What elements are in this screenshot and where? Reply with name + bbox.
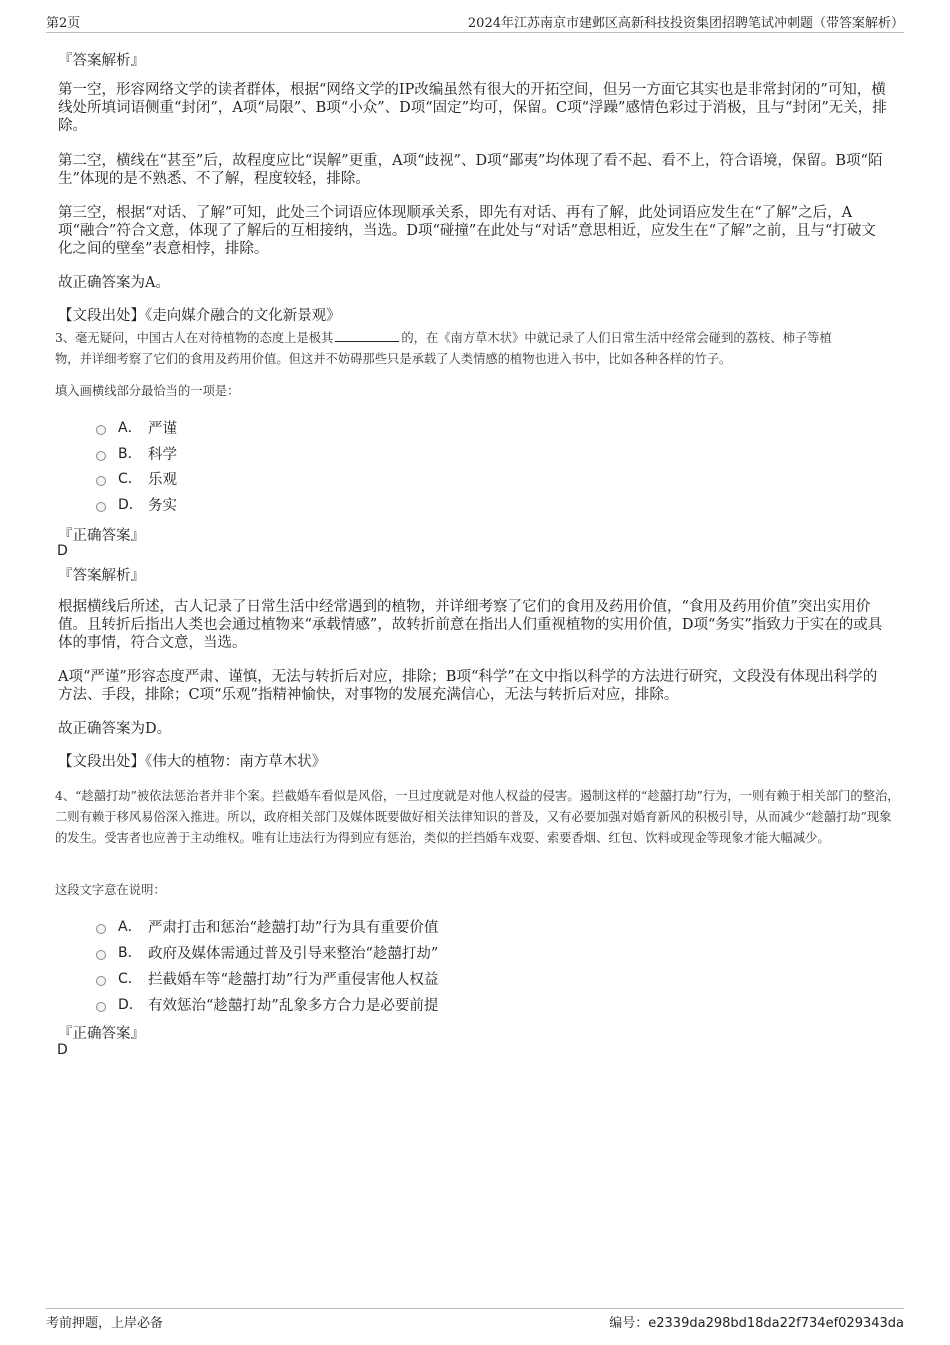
q3-conclusion: 故正确答案为D。 <box>58 721 172 737</box>
footer-slogan: 考前押题，上岸必备 <box>46 1315 164 1331</box>
q4-option-d[interactable]: D． 有效惩治“趁囍打劫”乱象多方合力是必要前提 <box>96 993 438 1015</box>
q3-stem-before: 3、毫无疑问，中国古人在对待植物的态度上是极其 <box>55 331 334 345</box>
q3-option-d[interactable]: D． 务实 <box>96 493 177 515</box>
q3-blank-line <box>335 329 399 342</box>
q4-option-a[interactable]: A． 严肃打击和惩治“趁囍打劫”行为具有重要价值 <box>96 915 438 937</box>
q3-stem-after: 的，在《南方草木状》中就记录了人们日常生活中经常会碰到的荔枝、柿子等植 <box>401 331 832 345</box>
q3-answer: D <box>57 543 68 559</box>
q3-analysis-para-2: A项“严谨”形容态度严肃、谨慎，无法与转折后对应，排除；B项“科学”在文中指以科学的方法进行研究，文段没有体现出科学的方法、手段，排除；C项“乐观”指精神愉快，对事物的发展充满信心，无法与转折后对应，排除。 <box>58 669 878 703</box>
q3-analysis-label: 『答案解析』 <box>58 568 145 584</box>
radio-icon[interactable] <box>96 924 106 934</box>
q3-option-c[interactable]: C． 乐观 <box>96 467 177 489</box>
q3-option-b[interactable]: B． 科学 <box>96 442 177 464</box>
page-number: 第2页 <box>46 16 81 31</box>
q3-stem <box>55 328 900 370</box>
radio-icon[interactable] <box>96 1002 106 1012</box>
q3-prompt: 填入画横线部分最恰当的一项是： <box>55 384 240 398</box>
q4-option-b[interactable]: B． 政府及媒体需通过普及引导来整治“趁囍打劫” <box>96 941 438 963</box>
q3-option-a[interactable]: A． 严谨 <box>96 416 177 438</box>
radio-icon[interactable] <box>96 451 106 461</box>
q4-stem: 4、“趁囍打劫”被依法惩治者并非个案。拦截婚车看似是风俗，一旦过度就是对他人权益的侵害。遏制这样的“趁囍打劫”行为，一则有赖于相关部门的整治，二则有赖于移风易俗深入推进。所以，政府相关部门及媒体既要做好相关法律知识的普及，又有必要加强对婚育新风的积极引导，从而减少“趁囍打劫”现象的发生。受害者也应善于主动维权。唯有让违法行为得到应有惩治，类似的拦挡婚车戏耍、索要香烟、红包、饮料或现金等现象才能大幅减少。 <box>55 789 900 845</box>
radio-icon[interactable] <box>96 502 106 512</box>
q3-stem-line-2: 物，并详细考察了它们的食用及药用价值。但这并不妨碍那些只是承载了人类情感的植物也进入书中，比如各种各样的竹子。 <box>55 352 732 366</box>
q4-prompt: 这段文字意在说明： <box>55 883 166 897</box>
q3-source: 【文段出处】《伟大的植物：南方草木状》 <box>58 754 327 770</box>
q2-analysis-para-2: 第二空，横线在“甚至”后，故程度应比“误解”更重，A项“歧视”、D项“鄙夷”均体现了看不起、看不上，符合语境，保留。B项“陌生”体现的是不熟悉、不了解，程度较轻，排除。 <box>58 153 883 187</box>
radio-icon[interactable] <box>96 476 106 486</box>
radio-icon[interactable] <box>96 976 106 986</box>
q4-option-c[interactable]: C． 拦截婚车等“趁囍打劫”行为严重侵害他人权益 <box>96 967 438 989</box>
q2-analysis-label: 『答案解析』 <box>58 53 145 69</box>
q2-analysis-para-1: 第一空，形容网络文学的读者群体，根据“网络文学的IP改编虽然有很大的开拓空间，但另一方面它其实也是非常封闭的”可知，横线处所填词语侧重“封闭”，A项“局限”、B项“小众”、D项“固定”均可，保留。C项“浮躁”感情色彩过于消极，且与“封闭”无关，排除。 <box>58 82 887 134</box>
q2-analysis-para-3: 第三空，根据“对话、了解”可知，此处三个词语应体现顺承关系，即先有对话、再有了解，此处词语应发生在“了解”之后，A项“融合”符合文意，体现了了解后的互相接纳，当选。D项“碰撞”在此处与“对话”意思相近，应发生在“了解”之前，且与“打破文化之间的壁垒”表意相悖，排除。 <box>58 205 876 257</box>
radio-icon[interactable] <box>96 950 106 960</box>
radio-icon[interactable] <box>96 425 106 435</box>
q2-source: 【文段出处】《走向媒介融合的文化新景观》 <box>58 308 341 324</box>
document-title: 2024年江苏南京市建邺区高新科技投资集团招聘笔试冲刺题（带答案解析） <box>467 16 904 31</box>
page-header <box>46 12 904 33</box>
q3-answer-label: 『正确答案』 <box>58 528 145 544</box>
q4-answer-label: 『正确答案』 <box>58 1026 145 1042</box>
document-code: 编号：e2339da298bd18da22f734ef029343da <box>609 1315 904 1331</box>
q3-analysis-para-1: 根据横线后所述，古人记录了日常生活中经常遇到的植物，并详细考察了它们的食用及药用价值，“食用及药用价值”突出实用价值。且转折后指出人类也会通过植物来“承载情感”，故转折前意在指出人们重视植物的实用价值，D项“务实”指致力于实在的或具体的事情，符合文意，当选。 <box>58 599 883 651</box>
q4-answer: D <box>57 1042 68 1058</box>
q2-conclusion: 故正确答案为A。 <box>58 275 170 291</box>
page-footer <box>46 1308 904 1333</box>
